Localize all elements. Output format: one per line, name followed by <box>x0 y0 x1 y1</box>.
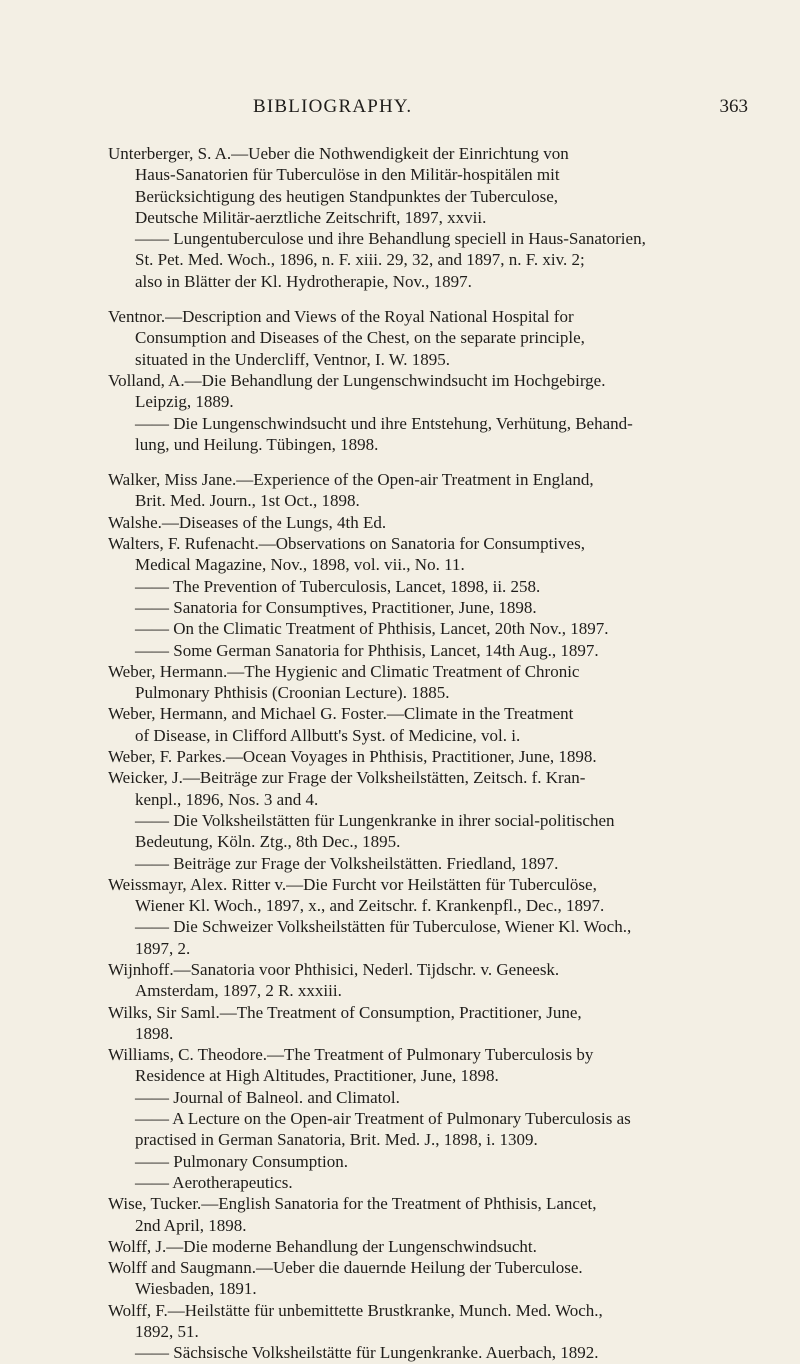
bibliography-entry <box>108 853 758 874</box>
entry-line: —— Die Volksheilstätten für Lungenkranke in ihrer social-politischen <box>135 810 615 830</box>
entry-line: Brit. Med. Journ., 1st Oct., 1898. <box>135 491 360 511</box>
bibliography-entry <box>108 618 758 639</box>
entry-line: practised in German Sanatoria, Brit. Med. J., 1898, i. 1309. <box>135 1130 538 1150</box>
bibliography-entry <box>108 640 758 661</box>
bibliography-entry <box>108 413 758 456</box>
bibliography-entry <box>108 661 758 704</box>
bibliography-entry <box>108 1151 758 1172</box>
entry-line: Unterberger, S. A.—Ueber die Nothwendigkeit der Einrichtung von <box>108 144 569 163</box>
entry-line: 1892, 51. <box>135 1322 199 1342</box>
bibliography-entry <box>108 1257 758 1300</box>
entry-line: —— Journal of Balneol. and Climatol. <box>135 1087 400 1107</box>
entry-line: Weicker, J.—Beiträge zur Frage der Volksheilstätten, Zeitsch. f. Kran- <box>108 768 586 788</box>
entry-line: lung, und Heilung. Tübingen, 1898. <box>135 434 379 454</box>
running-title: BIBLIOGRAPHY. <box>253 96 413 117</box>
bibliography-entry <box>108 810 758 853</box>
entry-line: Wise, Tucker.—English Sanatoria for the Treatment of Phthisis, Lancet, <box>108 1194 597 1214</box>
entry-line: Residence at High Altitudes, Practitioner, June, 1898. <box>135 1066 499 1086</box>
entry-line: —— On the Climatic Treatment of Phthisis, Lancet, 20th Nov., 1897. <box>135 619 609 639</box>
entry-line: —— Pulmonary Consumption. <box>135 1151 348 1171</box>
entry-line: Walshe.—Diseases of the Lungs, 4th Ed. <box>108 512 387 532</box>
bibliography-entry <box>108 533 758 576</box>
bibliography-entry <box>108 1236 758 1257</box>
entry-line: Haus-Sanatorien für Tuberculöse in den Militär-hospitälen mit <box>135 165 560 185</box>
bibliography-entry <box>108 1108 758 1151</box>
entry-line: Amsterdam, 1897, 2 R. xxxiii. <box>135 981 342 1001</box>
entry-line: Walker, Miss Jane.—Experience of the Open-air Treatment in England, <box>108 470 594 490</box>
bibliography-entry <box>108 306 758 370</box>
entry-line: Berücksichtigung des heutigen Standpunktes der Tuberculose, <box>135 186 559 206</box>
entry-line: —— Sächsische Volksheilstätte für Lungenkranke. Auerbach, 1892. <box>135 1343 599 1363</box>
bibliography-entry <box>108 1300 758 1343</box>
bibliography-entry <box>108 874 758 917</box>
entry-line: Williams, C. Theodore.—The Treatment of Pulmonary Tuberculosis by <box>108 1045 594 1065</box>
bibliography-entry <box>108 469 758 512</box>
entry-line: —— Aerotherapeutics. <box>135 1172 293 1192</box>
entry-line: —— Beiträge zur Frage der Volksheilstätten. Friedland, 1897. <box>135 853 559 873</box>
entry-line: Medical Magazine, Nov., 1898, vol. vii., No. 11. <box>135 555 465 575</box>
entry-line: Wilks, Sir Saml.—The Treatment of Consumption, Practitioner, June, <box>108 1002 582 1022</box>
entry-line: also in Blätter der Kl. Hydrotherapie, Nov., 1897. <box>135 271 472 291</box>
bibliography-entry <box>108 959 758 1002</box>
bibliography-entry <box>108 916 758 959</box>
entry-line: of Disease, in Clifford Allbutt's Syst. of Medicine, vol. i. <box>135 725 521 745</box>
bibliography-entry <box>108 1172 758 1193</box>
bibliography-entry <box>108 1044 758 1087</box>
entry-line: Volland, A.—Die Behandlung der Lungenschwindsucht im Hochgebirge. <box>108 370 606 390</box>
entry-line: —— Some German Sanatoria for Phthisis, Lancet, 14th Aug., 1897. <box>135 640 599 660</box>
entry-line: Weber, Hermann, and Michael G. Foster.—Climate in the Treatment <box>108 704 574 724</box>
bibliography-list <box>108 143 758 1364</box>
page-header <box>0 96 800 120</box>
entry-line: Weber, Hermann.—The Hygienic and Climatic Treatment of Chronic <box>108 661 580 681</box>
bibliography-entry <box>108 512 758 533</box>
entry-line: Wijnhoff.—Sanatoria voor Phthisici, Nederl. Tijdschr. v. Geneesk. <box>108 959 560 979</box>
bibliography-entry <box>108 746 758 767</box>
entry-line: Weber, F. Parkes.—Ocean Voyages in Phthisis, Practitioner, June, 1898. <box>108 747 597 767</box>
bibliography-entry <box>108 767 758 810</box>
entry-line: kenpl., 1896, Nos. 3 and 4. <box>135 789 319 809</box>
entry-line: Leipzig, 1889. <box>135 392 234 412</box>
bibliography-entry <box>108 597 758 618</box>
entry-line: Bedeutung, Köln. Ztg., 8th Dec., 1895. <box>135 832 401 852</box>
entry-line: —— Die Schweizer Volksheilstätten für Tuberculose, Wiener Kl. Woch., <box>135 917 632 937</box>
entry-line: Wiesbaden, 1891. <box>135 1279 257 1299</box>
bibliography-entry <box>108 1002 758 1045</box>
entry-line: —— Sanatoria for Consumptives, Practitioner, June, 1898. <box>135 597 537 617</box>
entry-line: Walters, F. Rufenacht.—Observations on Sanatoria for Consumptives, <box>108 534 585 554</box>
entry-line: —— Lungentuberculose und ihre Behandlung speciell in Haus-Sanatorien, <box>135 229 646 249</box>
bibliography-entry <box>108 703 758 746</box>
bibliography-entry <box>108 370 758 413</box>
entry-line: 1898. <box>135 1023 174 1043</box>
bibliography-entry <box>108 1087 758 1108</box>
entry-line: —— Die Lungenschwindsucht und ihre Entstehung, Verhütung, Behand- <box>135 413 633 433</box>
entry-line: Weissmayr, Alex. Ritter v.—Die Furcht vor Heilstätten für Tuberculöse, <box>108 874 597 894</box>
entry-line: Ventnor.—Description and Views of the Royal National Hospital for <box>108 307 574 327</box>
entry-line: Pulmonary Phthisis (Croonian Lecture). 1885. <box>135 683 450 703</box>
page-number: 363 <box>719 96 748 117</box>
entry-line: situated in the Undercliff, Ventnor, I. W. 1895. <box>135 349 451 369</box>
entry-line: —— The Prevention of Tuberculosis, Lancet, 1898, ii. 258. <box>135 576 541 596</box>
entry-line: Wolff, F.—Heilstätte für unbemittette Brustkranke, Munch. Med. Woch., <box>108 1300 603 1320</box>
bibliography-entry <box>108 576 758 597</box>
entry-line: St. Pet. Med. Woch., 1896, n. F. xiii. 29, 32, and 1897, n. F. xiv. 2; <box>135 250 585 270</box>
bibliography-entry <box>108 143 758 228</box>
entry-line: 2nd April, 1898. <box>135 1215 247 1235</box>
entry-line: Deutsche Militär-aerztliche Zeitschrift, 1897, xxvii. <box>135 207 487 227</box>
bibliography-entry <box>108 228 758 292</box>
bibliography-entry <box>108 1342 758 1363</box>
entry-line: Wiener Kl. Woch., 1897, x., and Zeitschr. f. Krankenpfl., Dec., 1897. <box>135 896 605 916</box>
entry-line: Wolff, J.—Die moderne Behandlung der Lungenschwindsucht. <box>108 1236 537 1256</box>
bibliography-entry <box>108 1193 758 1236</box>
entry-line: 1897, 2. <box>135 938 191 958</box>
entry-line: Consumption and Diseases of the Chest, on the separate principle, <box>135 328 585 348</box>
entry-line: Wolff and Saugmann.—Ueber die dauernde Heilung der Tuberculose. <box>108 1258 583 1278</box>
entry-line: —— A Lecture on the Open-air Treatment of Pulmonary Tuberculosis as <box>135 1109 631 1129</box>
